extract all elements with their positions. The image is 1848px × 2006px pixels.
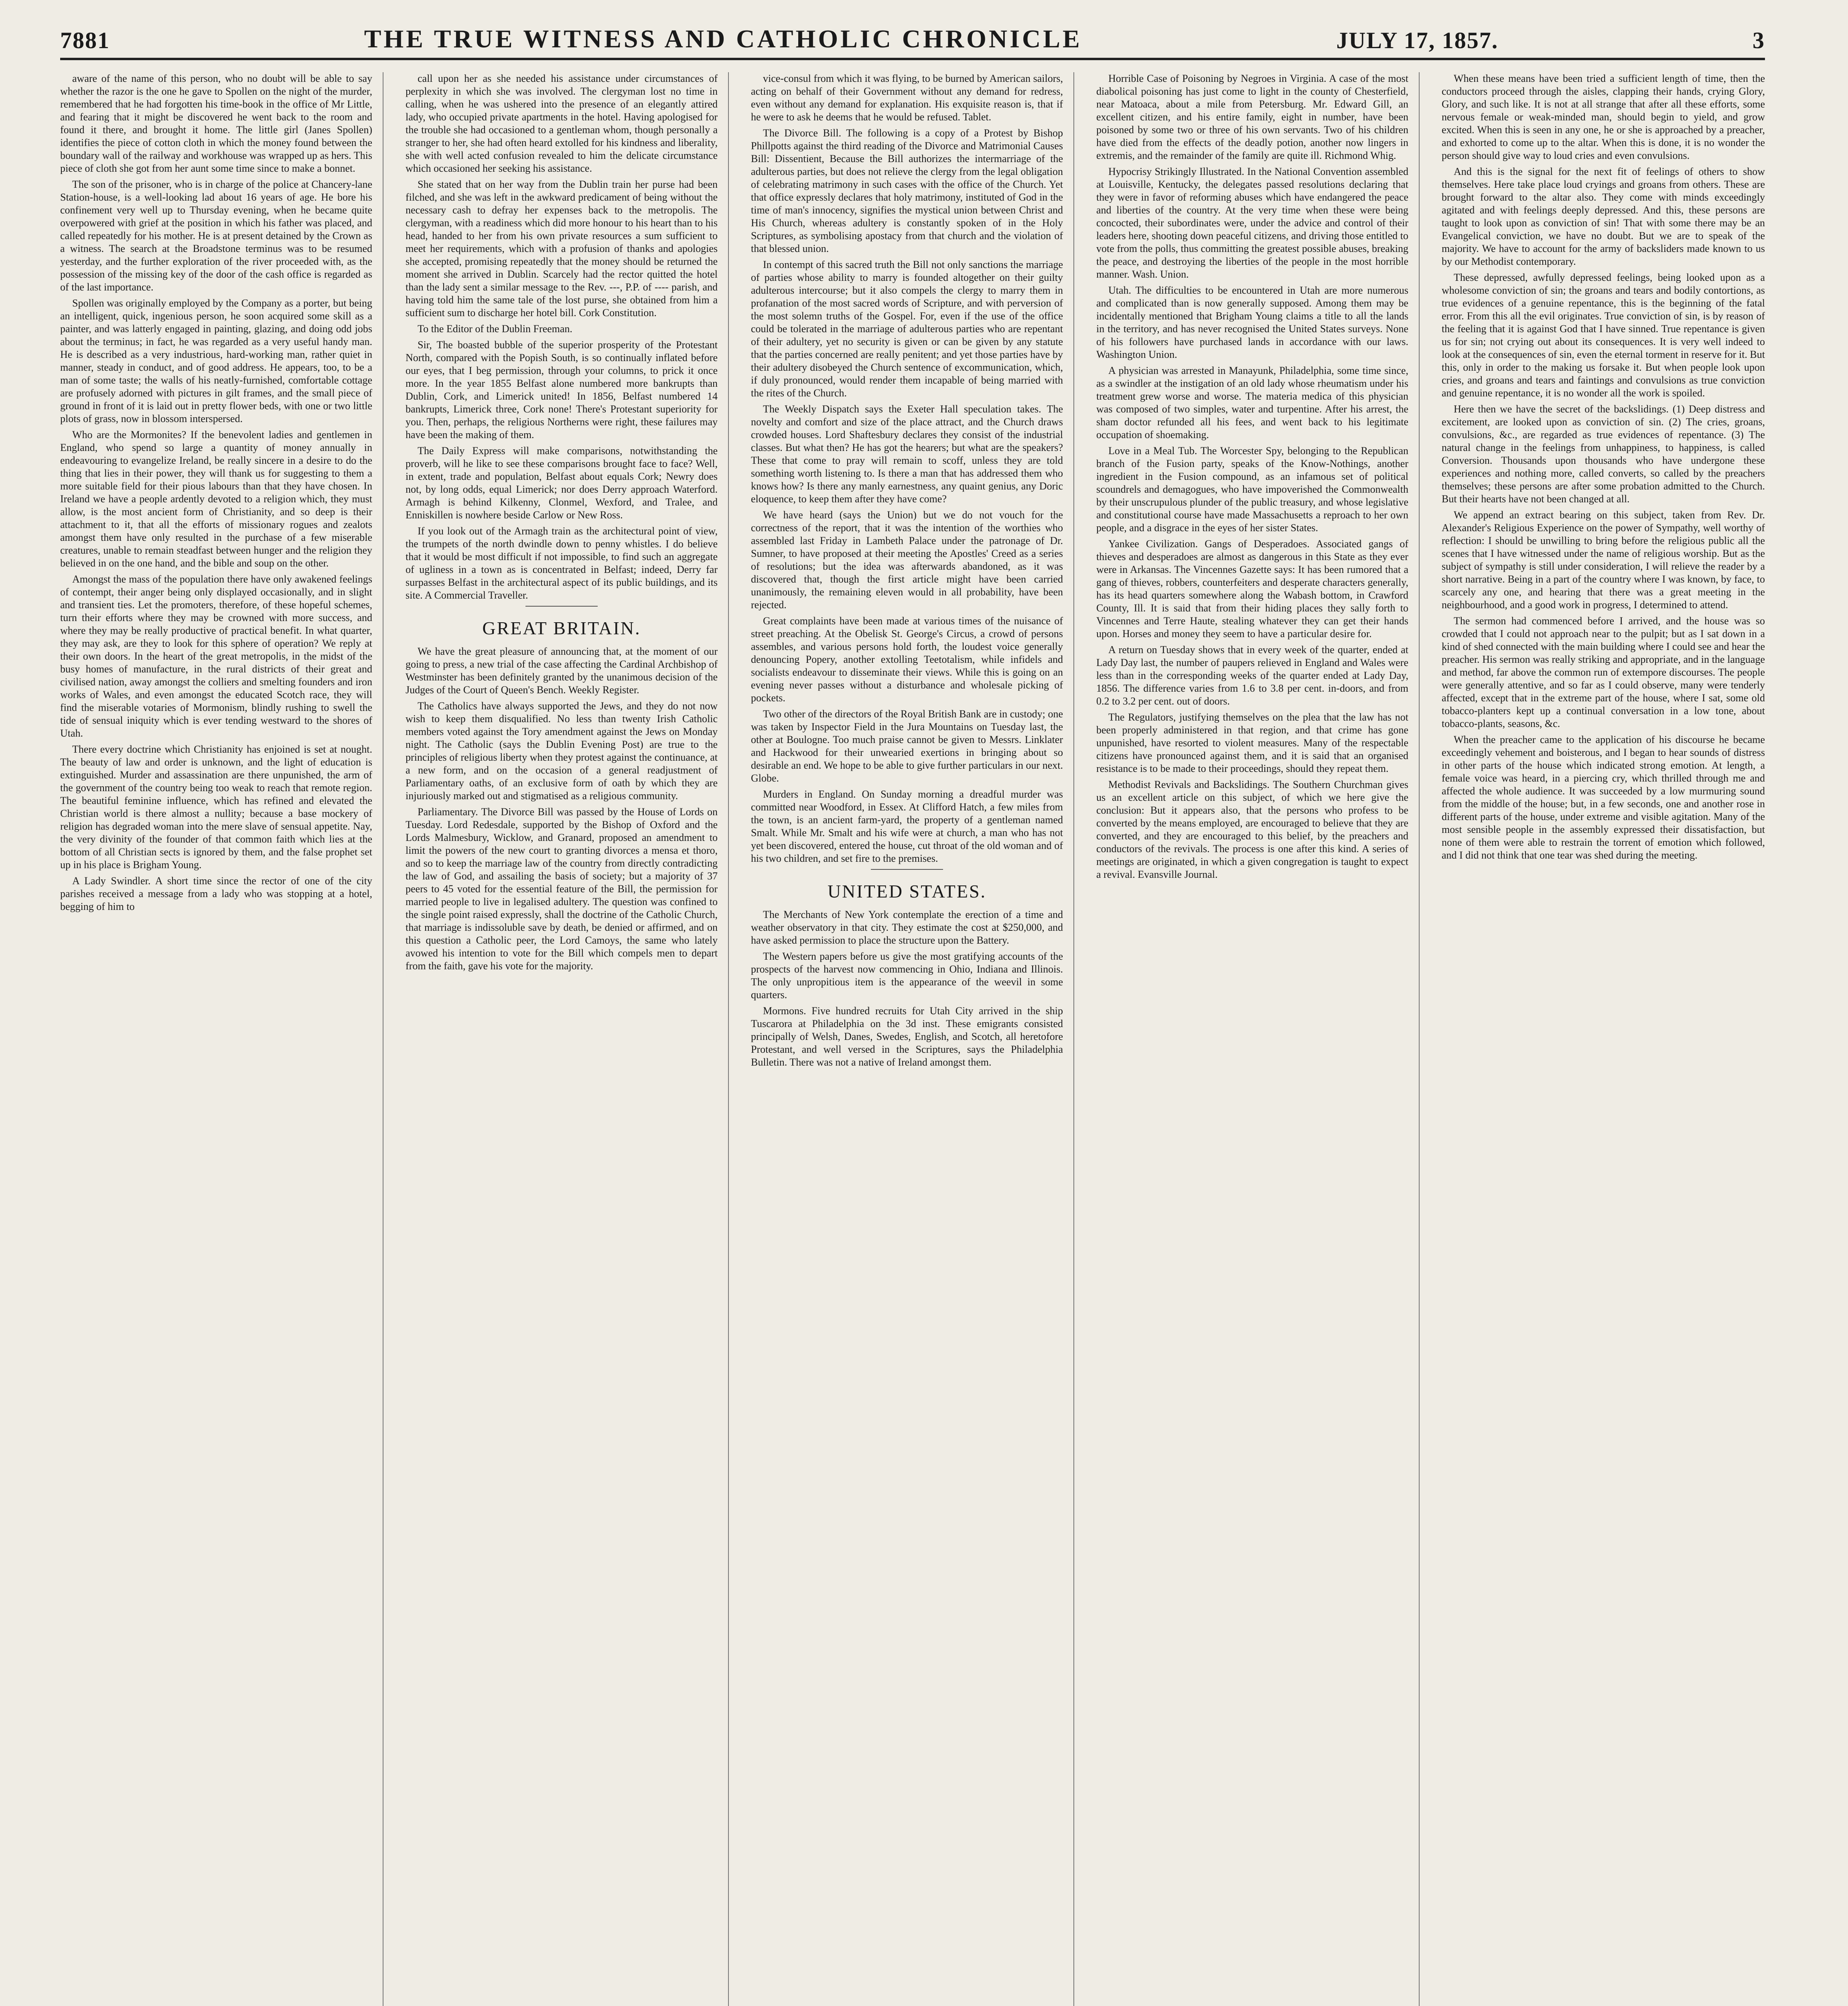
column-1 [60,72,383,2006]
article-paragraph: Murders in England. On Sunday morning a dreadful murder was committed near Woodford, in Essex. At Clifford Hatch, a few miles from the town, is an ancient farm-yard, the property of a gentleman named Smalt. While Mr. Smalt and his wife were at church, a man who has not yet been discovered, entered the house, cut throat of the old woman and of his two children, and set fire to the premises. [751,788,1063,864]
article-paragraph: Utah. The difficulties to be encountered in Utah are more numerous and complicated than is now generally supposed. Among them may be incidentally mentioned that Brigham Young claims a title to all the lands in the territory, and has never recognised the United States surveys. None of his followers have purchased lands in accordance with our laws. Washington Union. [1096,284,1408,360]
heading-rule [525,606,598,607]
section-heading: UNITED STATES. [827,881,987,901]
article-paragraph: We have the great pleasure of announcing that, at the moment of our going to press, a new trial of the case affecting the Cardinal Archbishop of Westminster has been definitely granted by the unanimous decision of the Judges of the Court of Queen's Bench. Weekly Register. [406,646,718,696]
article-paragraph: The Weekly Dispatch says the Exeter Hall speculation takes. The novelty and comfort and size of the place attract, and the Church draws crowded houses. Lord Shaftesbury declares they consist of the industrial classes. But what then? He has got the hearers; but what are the speakers? These that come to pray will remain to scoff, unless they are told something worth listening to. Is there a man that has addressed them who knows how? Is there any manly earnestness, any quaint genius, any Doric eloquence, to keep them after they have come? [751,403,1063,505]
article-paragraph: Great complaints have been made at various times of the nuisance of street preaching. At the Obelisk St. George's Circus, a crowd of persons assembles, and various persons hold forth, the loudest voice generally denouncing Popery, another extolling Teetotalism, while infidels and socialists endeavour to disseminate their views. While this is going on an evening never passes without a disturbance and wholesale picking of pockets. [751,615,1063,704]
column-3 [751,72,1074,2006]
article-paragraph: Sir, The boasted bubble of the superior prosperity of the Protestant North, compared with the Popish South, is so continually inflated before our eyes, that I beg permission, through your columns, to prick it once more. In the year 1855 Belfast alone numbered more bankrupts than Dublin, Cork, and Limerick united! In 1856, Belfast numbered 14 bankrupts, Limerick three, Cork none! There's Protestant superiority for you. Then, perhaps, the religious Northerns were right, these failures may have been the making of them. [406,339,718,441]
newspaper-page [60,16,1765,2006]
article-paragraph: The sermon had commenced before I arrived, and the house was so crowded that I could not approach near to the pulpit; but as I sat down in a kind of shed connected with the main building where I could see and hear the preacher. His sermon was really striking and appropriate, and in the language and method, far above the common run of extempore discourses. The people were generally attentive, and so far as I could observe, many were tenderly affected, except that in the extreme part of the house, where I sat, some old tobacco-planters kept up a continual conversation in a low tone, about tobacco-plants, seasons, &c. [1442,615,1765,729]
article-paragraph: And this is the signal for the next fit of feelings of others to show themselves. Here take place loud cryings and groans from others. These are brought forward to the altar also. They come with minds exceedingly agitated and with feelings deeply depressed. And this, these persons are taught to look upon as conviction of sin! That with some there may be an Evangelical conviction, we have no doubt. But we are to speak of the majority. We have to account for the army of backsliders made known to us by our Methodist contemporary. [1442,166,1765,267]
article-paragraph: The Daily Express will make comparisons, notwithstanding the proverb, will he like to see these comparisons brought face to face? Well, in extent, trade and population, Belfast about equals Cork; Newry does not, by long odds, equal Limerick; nor does Derry approach Waterford. Armagh is behind Kilkenny, Clonmel, Wexford, and Tralee, and Enniskillen is nowhere beside Carlow or New Ross. [406,445,718,521]
article-paragraph: The Regulators, justifying themselves on the plea that the law has not been properly administered in that region, and that crime has gone unpunished, have resorted to violent measures. Many of the respectable citizens have pronounced against them, and it is said that an organised resistance is to be made to their proceedings, should they repeat them. [1096,711,1408,774]
article-paragraph: Two other of the directors of the Royal British Bank are in custody; one was taken by Inspector Field in the Jura Mountains on Tuesday last, the other at Boulogne. Too much praise cannot be given to Messrs. Linklater and Hackwood for their unwearied exertions in bringing about so desirable an end. We hope to be able to give further particulars in our next. Globe. [751,708,1063,784]
heading-rule [871,869,943,870]
section-heading: GREAT BRITAIN. [482,618,641,638]
article-paragraph: When these means have been tried a sufficient length of time, then the conductors proceed through the aisles, clapping their hands, crying Glory, Glory, and such like. It is not at all strange that after all these efforts, some nervous female or weak-minded man, should begin to yield, and grow excited. When this is seen in any one, he or she is approached by a preacher, and exhorted to come up to the altar. When this is done, it is no wonder the person should give way to loud cries and even convulsions. [1442,73,1765,161]
article-paragraph: Amongst the mass of the population there have only awakened feelings of contempt, their anger being only displayed occasionally, and in slight and transient ties. Let the promoters, therefore, of these hopeful schemes, turn their efforts where they may be crowned with more success, and where they may be really productive of practical benefit. In what quarter, they may ask, are they to look for this sphere of operation? We reply at their own doors. In the heart of the great metropolis, in the midst of the busy homes of manufacture, in the rural districts of their great and civilised nation, away amongst the colliers and smelting founders and iron works of Wales, and even amongst the educated Scotch race, they will find the miserable votaries of Mormonism, blindly rushing to swell the tide of sensual iniquity which is ever tending westward to the shores of Utah. [60,573,372,739]
article-paragraph: There every doctrine which Christianity has enjoined is set at nought. The beauty of law and order is unknown, and the light of education is extinguished. Murder and assassination are there unpunished, the arm of the government of the country being too weak to reach that remote region. The beautiful feminine influence, which has refined and elevated the Christian world is there almost a nullity; because a base mockery of religion has degraded woman into the mere slave of sensual appetite. Nay, the very divinity of the founder of that common faith which lies at the bottom of all Christian sects is ignored by them, and the false prophet set up in his place is Brigham Young. [60,743,372,871]
article-paragraph: When the preacher came to the application of his discourse he became exceedingly vehement and boisterous, and I began to hear sounds of distress in other parts of the house which indicated strong emotion. At length, a female voice was heard, in a piercing cry, which thrilled through me and affected the whole audience. It was succeeded by a low murmuring sound from the middle of the house; but, in a few seconds, one and another rose in different parts of the house, under extreme and visible agitation. Many of the most sensible people in the assembly expressed their dissatisfaction, but none of them were able to restrain the torrent of emotion which followed, and I did not think that one tear was shed during the meeting. [1442,734,1765,861]
article-paragraph: We have heard (says the Union) but we do not vouch for the correctness of the report, that it was the intention of the worthies who assembled last Friday in Lambeth Palace under the patronage of Dr. Sumner, to have proposed at their meeting the Apostles' Creed as a series of resolutions; but the idea was afterwards abandoned, as it was discovered that, though the first article might have been carried unanimously, the remaining eleven would in all probability, have been rejected. [751,509,1063,611]
column-2 [406,72,729,2006]
article-paragraph: aware of the name of this person, who no doubt will be able to say whether the razor is the one he gave to Spollen on the night of the murder, remembered that he had forgotten his time-book in the office of Mr Little, and fearing that it might be discovered he went back to the room and found it there, and brought it home. The little girl (Janes Spollen) identifies the piece of cotton cloth in which the money found between the boundary wall of the railway and workhouse was wrapped up as hers. This piece of cloth she got from her aunt some time since to make a bonnet. [60,73,372,174]
column-5 [1442,72,1765,2006]
article-paragraph: To the Editor of the Dublin Freeman. [418,323,572,335]
article-paragraph: She stated that on her way from the Dublin train her purse had been filched, and she was left in the awkward predicament of being without the necessary cash to defray her expenses back to the metropolis. The clergyman, with a readiness which did more honour to his heart than to his head, handed to her from his own private resources a sum sufficient to meet her requirements, which with a profusion of thanks and apologies she accepted, promising repeatedly that the money should be returned the moment she arrived in Dublin. Scarcely had the rector quitted the hotel than the lady sent a similar message to the Rev. ---, P.P. of ---- parish, and having told him the same tale of the lost purse, she obtained from him a sufficient sum to discharge her hotel bill. Cork Constitution. [406,179,718,319]
article-paragraph: The Merchants of New York contemplate the erection of a time and weather observatory in that city. They estimate the cost at $250,000, and have asked permission to place the structure upon the Battery. [751,909,1063,946]
article-paragraph: These depressed, awfully depressed feelings, being looked upon as a wholesome conviction of sin; the groans and tears and bodily contortions, as true evidences of a genuine repentance, this is the beginning of the fatal error. From this all the evil originates. True conviction of sin, is by reason of the feeling that it is against God that I have sinned. True repentance is given us for sin; not crying out about its consequences. It is very well indeed to look at the consequences of sin, even the eternal torment in reserve for it. But this, only in order to the making us forsake it. But when people look upon cries, and groans and tears and faintings and convulsions as true conviction and genuine repentance, it is no wonder all the work is spoiled. [1442,272,1765,399]
article-paragraph: A physician was arrested in Manayunk, Philadelphia, some time since, as a swindler at the instigation of an old lady whose rheumatism under his treatment grew worse and worse. The materia medica of this physician was composed of two simples, water and turpentine. After his arrest, the sham doctor refunded all his fees, and went back to his legitimate occupation of shoemaking. [1096,365,1408,441]
article-paragraph: Hypocrisy Strikingly Illustrated. In the National Convention assembled at Louisville, Kentucky, the delegates passed resolutions declaring that they were in favor of reforming abuses which have endangered the peace and liberties of the country. At the very time when these were being concocted, their subordinates were, under the advice and control of their leaders here, shooting down peaceful citizens, and driving those entitled to vote from the polls, thus committing the greatest possible abuses, breaking the peace, and destroying the liberties of the people in the most horrible manner. Wash. Union. [1096,166,1408,280]
article-paragraph: The Catholics have always supported the Jews, and they do not now wish to keep them disqualified. No less than twenty Irish Catholic members voted against the Tory amendment against the Jews on Monday night. The Catholic (says the Dublin Evening Post) are true to the principles of religious liberty when they protest against the continuance, at a new form, and on the occasion of a general readjustment of Parliamentary oaths, of an exclusive form of oath by which they are injuriously marked out and stigmatised as a religious community. [406,700,718,802]
article-paragraph: Who are the Mormonites? If the benevolent ladies and gentlemen in England, who spend so large a quantity of money annually in endeavouring to evangelize Ireland, be really sincere in a desire to do the thing that lies in their power, they will thank us for suggesting to them a more suitable field for their pious labours than that they have chosen. In Ireland we have a people ardently devoted to a religion which, they must allow, is the most ancient form of Christianity, and so deep is their attachment to it, that all the efforts of missionary rogues and zealots amongst them have only resulted in the purchase of a few miserable creatures, unable to remain steadfast between hunger and the religion they believed in on the one hand, and the bible and soup on the other. [60,429,372,569]
article-paragraph: A return on Tuesday shows that in every week of the quarter, ended at Lady Day last, the number of paupers relieved in England and Wales were less than in the corresponding weeks of the quarter ended at Lady Day, 1856. The difference varies from 1.6 to 3.8 per cent. in-doors, and from 0.2 to 3.2 per cent. out of doors. [1096,644,1408,707]
article-paragraph: We append an extract bearing on this subject, taken from Rev. Dr. Alexander's Religious Experience on the power of Sympathy, well worthy of reflection: I should be unwilling to bring before the religious public all the scenes that I have witnessed under the name of religious worship. But as the subject of sympathy is still under consideration, I will relieve the reader by a short narrative. Being in a part of the country where I was known, by face, to scarcely any one, and hearing that there was a great meeting in the neighbourhood, and a good work in progress, I determined to attend. [1442,509,1765,611]
article-paragraph: Methodist Revivals and Backslidings. The Southern Churchman gives us an excellent article on this subject, of which we here give the conclusion: But it appears also, that the persons who profess to be converted by the means employed, are encouraged to believe that they are converted, and they are encouraged to this belief, by the preachers and conductors of the revivals. The process is one after this kind. A series of meetings are originated, in which a given congregation is taught to expect a revival. Evansville Journal. [1096,779,1408,880]
article-paragraph: Spollen was originally employed by the Company as a porter, but being an intelligent, quick, ingenious person, he soon acquired some skill as a painter, and was latterly engaged in painting, glazing, and doing odd jobs about the terminus; in fact, he was regarded as a very useful handy man. He is described as a very industrious, hard-working man, rather quiet in manner, steady in conduct, and of good address. He appears, too, to be a man of some taste; the walls of his neatly-furnished, comfortable cottage are profusely adorned with pictures in gilt frames, and the small piece of ground in front of it is laid out in pretty flower beds, with one or two little plots of grass, now in blossom interspersed. [60,297,372,424]
article-paragraph: Mormons. Five hundred recruits for Utah City arrived in the ship Tuscarora at Philadelphia on the 3d inst. These emigrants consisted principally of Welsh, Danes, Swedes, English, and Scotch, all heretofore Protestant, and well versed in the Scriptures, says the Philadelphia Bulletin. There was not a native of Ireland amongst them. [751,1005,1063,1068]
article-paragraph: If you look out of the Armagh train as the architectural point of view, the trumpets of the north dwindle down to penny whistles. I do believe that it would be most difficult if not impossible, to find such an aggregate of ugliness in a town as is concentrated in Belfast; indeed, Derry far surpasses Belfast in the architectural aspect of its public buildings, and its site. A Commercial Traveller. [406,525,718,601]
newspaper-title: THE TRUE WITNESS AND CATHOLIC CHRONICLE [364,24,1082,53]
article-paragraph: call upon her as she needed his assistance under circumstances of perplexity in which she was involved. The clergyman lost no time in calling, when he was ushered into the presence of an elegantly attired lady, who occupied private apartments in the hotel. Having apologised for the trouble she had occasioned to a gentleman whom, though personally a stranger to her, she had often heard extolled for his kindness and liberality, she with well acted confusion revealed to him the delicate circumstance which occasioned her seeking his assistance. [406,73,718,174]
issue-number: 7881 [60,27,110,53]
article-paragraph: In contempt of this sacred truth the Bill not only sanctions the marriage of parties whose ability to marry is founded altogether on their guilty adulterous intercourse; but it also compels the clergy to marry them in profanation of the most sacred words of Scripture, and with perversion of the most solemn truths of the Gospel. For, even if the use of the office could be tolerated in the marriage of adulterous parties who are repentant of their adultery, yet no security is given or can be given by any statute that the parties concerned are really penitent; and yet those parties have by their adultery disobeyed the Church sentence of excommunication, which, if duly pronounced, would render them incapable of being married with the rites of the Church. [751,259,1063,399]
article-paragraph: The son of the prisoner, who is in charge of the police at Chancery-lane Station-house, is a well-looking lad about 16 years of age. He bore his confinement very well up to Thursday evening, when he became quite overpowered with grief at the position in which his father was placed, and called repeatedly for his mother. He is at present detained by the Crown as a witness. The search at the Broadstone terminus was to be resumed yesterday, and the further exploration of the river proceeded with, as the possession of the missing key of the door of the cash office is regarded as of the last importance. [60,179,372,293]
column-4 [1096,72,1420,2006]
article-columns [60,72,1765,2006]
issue-date: JULY 17, 1857. [1336,27,1499,53]
article-paragraph: Yankee Civilization. Gangs of Desperadoes. Associated gangs of thieves and desperadoes are almost as dangerous in this State as they ever were in Arkansas. The Vincennes Gazette says: It has been rumored that a gang of thieves, robbers, counterfeiters and desperate characters generally, has its head quarters somewhere along the Wabash bottom, in Crawford County, Ill. It is said that from their hiding places they sally forth to Vincennes and Terre Haute, stealing whatever they can get their hands upon. Horses and money they seem to have a particular desire for. [1096,538,1408,640]
article-paragraph: The Divorce Bill. The following is a copy of a Protest by Bishop Phillpotts against the third reading of the Divorce and Matrimonial Causes Bill: Dissentient, Because the Bill authorizes the intermarriage of the adulterous parties, but does not relieve the clergy from the legal obligation of celebrating matrimony in such cases with the office of the Church. Yet that office expressly declares that holy matrimony, instituted of God in the time of man's innocency, signifies the mystical union between Christ and His Church, whereas adultery is constantly spoken of in the Holy Scriptures, as symbolising apostacy from that church and the violation of that blessed union. [751,127,1063,254]
masthead [60,16,1765,60]
article-paragraph: A Lady Swindler. A short time since the rector of one of the city parishes received a message from a lady who was stopping at a hotel, begging of him to [60,875,372,912]
article-paragraph: Love in a Meal Tub. The Worcester Spy, belonging to the Republican branch of the Fusion party, speaks of the Know-Nothings, another ingredient in the Fusion compound, as an infamous set of political scoundrels and demagogues, who have impoverished the Commonwealth by their unscrupulous plunder of the public treasury, and whose legislative and constitutional course have made Massachusetts a reproach to her own people, and a disgrace in the eyes of her sister States. [1096,445,1408,534]
page-number: 3 [1752,27,1765,53]
article-paragraph: vice-consul from which it was flying, to be burned by American sailors, acting on behalf of their Government without any demand for redress, even without any demand for explanation. His exquisite reason is, that if he were to ask he deems that he would be refused. Tablet. [751,73,1063,123]
article-paragraph: The Western papers before us give the most gratifying accounts of the prospects of the harvest now commencing in Ohio, Indiana and Illinois. The only unpropitious item is the appearance of the weevil in some quarters. [751,950,1063,1001]
article-paragraph: Horrible Case of Poisoning by Negroes in Virginia. A case of the most diabolical poisoning has just come to light in the county of Chesterfield, near Matoaca, about a mile from Petersburg. Mr. Edward Gill, an excellent citizen, and his entire family, eight in number, have been poisoned by some two or three of his own servants. Two of his children have died from the effects of the deadly potion, another now lingers in extremis, and the remainder of the family are quite ill. Richmond Whig. [1096,73,1408,161]
article-paragraph: Here then we have the secret of the backslidings. (1) Deep distress and excitement, are looked upon as conviction of sin. (2) The cries, groans, convulsions, &c., are regarded as true evidences of repentance. (3) The natural change in the feelings from unhappiness, to happiness, is called Conversion. Thousands upon thousands who have undergone these experiences and nothing more, called converts, so called by the preachers themselves; these persons are after some probation admitted to the Church. But their hearts have not been changed at all. [1442,403,1765,505]
article-paragraph: Parliamentary. The Divorce Bill was passed by the House of Lords on Tuesday. Lord Redesdale, supported by the Bishop of Oxford and the Lords Malmesbury, Wicklow, and Granard, proposed an amendment to limit the powers of the new court to granting divorces a mensa et thoro, and so to keep the marriage law of the country from directly contradicting the law of God, and assailing the basis of society; but a majority of 37 peers to 45 voted for the essential feature of the Bill, the permission for married people to live in legalised adultery. The question was confined to the single point raised expressly, shall the doctrine of the Catholic Church, that marriage is indissoluble save by death, be denied or affirmed, and on this question a Catholic peer, the Lord Camoys, the same who lately avowed his intention to vote for the Bill which compels men to depart from the faith, gave his vote for the majority. [406,806,718,972]
